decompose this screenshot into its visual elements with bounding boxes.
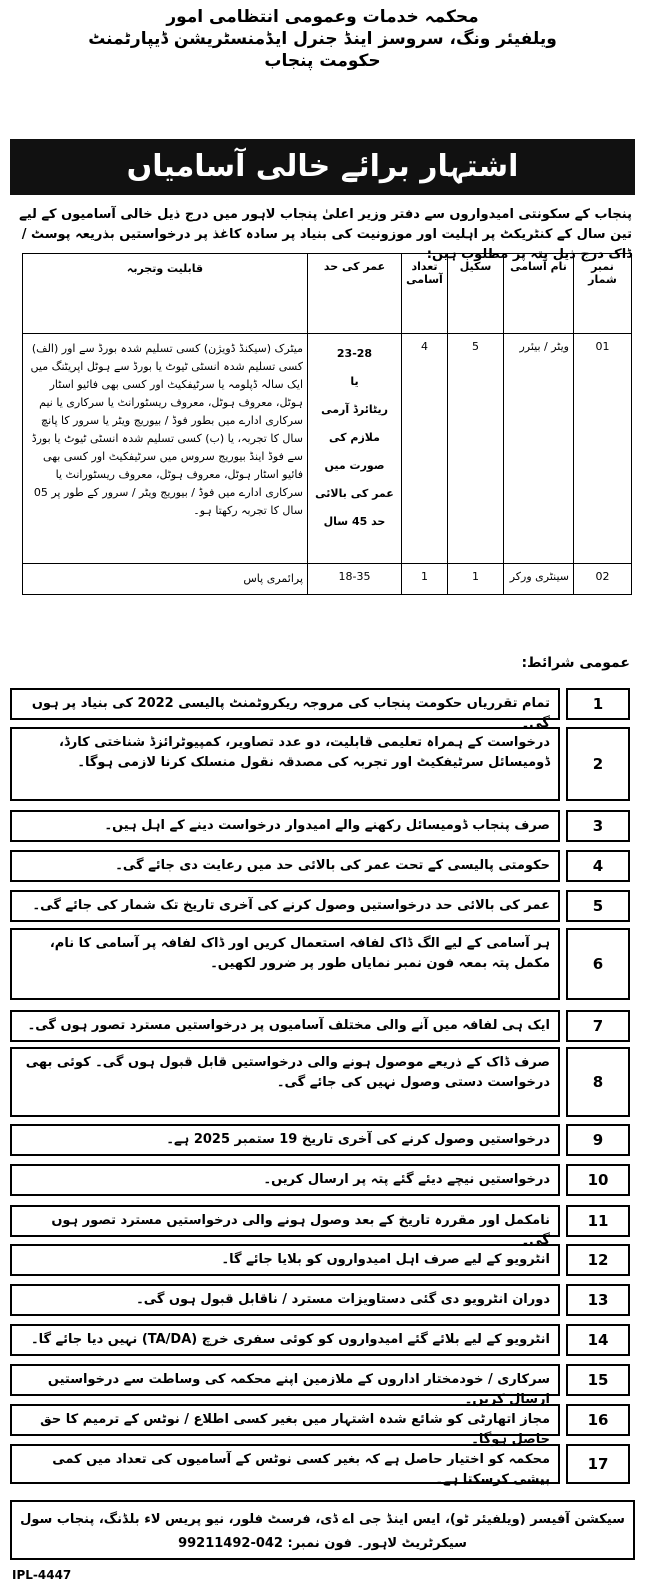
condition-item: [10, 1244, 630, 1276]
age-retired-note: ریٹائرڈ آرمی ملازم کی صورت میں عمر کی بالائی حد 45 سال: [315, 403, 394, 528]
condition-item: [10, 1164, 630, 1196]
condition-item: [10, 1047, 630, 1117]
col-serial: نمبر شمار: [574, 254, 632, 334]
condition-text: درخواستیں نیچے دیئے گئے پتہ پر ارسال کریں۔: [10, 1164, 560, 1196]
table-header-row: [23, 254, 632, 334]
cell-qualification: پرائمری پاس: [23, 564, 308, 595]
condition-item: [10, 810, 630, 842]
condition-text: مجاز اتھارٹی کو شائع شدہ اشتہار میں بغیر کسی اطلاع / نوٹس کے ترمیم کا حق حاصل ہوگا۔: [10, 1404, 560, 1436]
condition-number: 13: [566, 1284, 630, 1316]
condition-text: ایک ہی لفافہ میں آنے والی مختلف آسامیوں پر درخواستیں مسترد تصور ہوں گی۔: [10, 1010, 560, 1042]
condition-number: 16: [566, 1404, 630, 1436]
condition-item: [10, 1010, 630, 1042]
government-name: حکومت پنجاب: [264, 51, 381, 71]
cell-scale: 5: [448, 334, 504, 564]
ipl-code: IPL-4447: [12, 1568, 72, 1582]
contact-address: [10, 1500, 635, 1560]
header: [0, 6, 645, 72]
cell-post-name: سینٹری ورکر: [504, 564, 574, 595]
cell-serial: 02: [574, 564, 632, 595]
address-line-1: سیکشن آفیسر (ویلفیئر ٹو)، ایس اینڈ جی اے ڈی، فرسٹ فلور، نیو پریس لاء بلڈنگ، پنجاب سول: [20, 1512, 625, 1527]
cell-post-name: ویٹر / بیئرر: [504, 334, 574, 564]
condition-text: انٹرویو کے لیے صرف اہل امیدواروں کو بلایا جائے گا۔: [10, 1244, 560, 1276]
cell-qualification: میٹرک (سیکنڈ ڈویژن) کسی تسلیم شدہ بورڈ سے اور (الف) کسی تسلیم شدہ انسٹی ٹیوٹ یا بورڈ سے ہوٹل اپریٹنگ میں ایک سالہ ڈپلومہ یا سرٹیفکیٹ اور کسی بھی فائیو اسٹار ہوٹل، معروف ہوٹل، معروف ریسٹورانٹ یا سرکاری یا نیم سرکاری ادارے میں بطور فوڈ / بیوریج ویٹر یا سرور کا پانچ سال کا تجربہ، یا (ب) کسی تسلیم شدہ انسٹی ٹیوٹ یا بورڈ سے فوڈ اینڈ بیوریج سروس میں سرٹیفکیٹ اور کسی بھی فائیو اسٹار ہوٹل، معروف ہوٹل، معروف ریسٹورانٹ یا سرکاری ادارے میں فوڈ / بیوریج ویٹر / سرور کے طور پر 05 سال کا تجربہ رکھتا ہو۔: [23, 334, 308, 564]
condition-number: 12: [566, 1244, 630, 1276]
condition-number: 8: [566, 1047, 630, 1117]
table-row: [23, 334, 632, 564]
posts-table: [22, 253, 632, 595]
cell-scale: 1: [448, 564, 504, 595]
table-row: [23, 564, 632, 595]
condition-text: دوران انٹرویو دی گئی دستاویزات مسترد / ناقابل قبول ہوں گی۔: [10, 1284, 560, 1316]
condition-number: 17: [566, 1444, 630, 1484]
condition-text: تمام تقرریاں حکومت پنجاب کی مروجہ ریکروٹمنٹ پالیسی 2022 کی بنیاد پر ہوں گی۔: [10, 688, 560, 720]
condition-number: 5: [566, 890, 630, 922]
condition-number: 11: [566, 1205, 630, 1237]
general-conditions-title: عمومی شرائط:: [521, 655, 630, 671]
col-age-limit: عمر کی حد: [308, 254, 402, 334]
cell-age-limit: [308, 334, 402, 564]
condition-text: ہر آسامی کے لیے الگ ڈاک لفافہ استعمال کریں اور ڈاک لفافہ پر آسامی کا نام، مکمل پتہ بمعہ فون نمبر نمایاں طور پر ضرور لکھیں۔: [10, 928, 560, 1000]
condition-number: 3: [566, 810, 630, 842]
condition-item: [10, 688, 630, 731]
condition-number: 4: [566, 850, 630, 882]
age-or: یا: [350, 375, 359, 388]
address-line-2: سیکرٹریٹ لاہور۔ فون نمبر: 042-99211492: [178, 1536, 467, 1551]
condition-number: 6: [566, 928, 630, 1000]
condition-number: 2: [566, 727, 630, 801]
cell-serial: 01: [574, 334, 632, 564]
condition-item: [10, 1205, 630, 1248]
intro-paragraph: پنجاب کے سکونتی امیدواروں سے دفتر وزیر اعلیٰ پنجاب لاہور میں درج ذیل خالی آسامیوں کے لیے تین سال کے کنٹریکٹ پر اہلیت اور موزونیت کی بنیاد پر سادہ کاغذ پر درخواستیں بذریعہ پوسٹ / ڈاک درج ذیل پتہ پر مطلوب ہیں:: [19, 207, 632, 262]
condition-text: صرف پنجاب ڈومیسائل رکھنے والے امیدوار درخواست دینے کے اہل ہیں۔: [10, 810, 560, 842]
condition-number: 9: [566, 1124, 630, 1156]
condition-item: [10, 1444, 630, 1487]
col-post-name: نام آسامی: [504, 254, 574, 334]
condition-item: [10, 850, 630, 882]
condition-item: [10, 928, 630, 1000]
col-scale: سکیل: [448, 254, 504, 334]
condition-number: 14: [566, 1324, 630, 1356]
condition-item: [10, 1284, 630, 1316]
condition-text: حکومتی پالیسی کے تحت عمر کی بالائی حد میں رعایت دی جائے گی۔: [10, 850, 560, 882]
condition-text: نامکمل اور مقررہ تاریخ کے بعد وصول ہونے والی درخواستیں مسترد تصور ہوں گی۔: [10, 1205, 560, 1237]
condition-text: درخواستیں وصول کرنے کی آخری تاریخ 19 ستمبر 2025 ہے۔: [10, 1124, 560, 1156]
condition-number: 7: [566, 1010, 630, 1042]
condition-number: 1: [566, 688, 630, 720]
condition-text: صرف ڈاک کے ذریعے موصول ہونے والی درخواستیں قابل قبول ہوں گی۔ کوئی بھی درخواست دستی وصول نہیں کی جائے گی۔: [10, 1047, 560, 1117]
wing-name: ویلفیئر ونگ، سروسز اینڈ جنرل ایڈمنسٹریشن ڈیپارٹمنٹ: [88, 29, 557, 49]
col-qualification: قابلیت وتجربہ: [23, 254, 308, 334]
cell-age-limit: 18-35: [308, 564, 402, 595]
col-quantity: تعداد آسامی: [402, 254, 448, 334]
condition-item: [10, 1324, 630, 1356]
condition-item: [10, 1124, 630, 1156]
condition-text: عمر کی بالائی حد درخواستیں وصول کرنے کی آخری تاریخ تک شمار کی جائے گی۔: [10, 890, 560, 922]
condition-text: سرکاری / خودمختار اداروں کے ملازمین اپنے محکمہ کی وساطت سے درخواستیں ارسال کریں۔: [10, 1364, 560, 1396]
condition-number: 15: [566, 1364, 630, 1396]
condition-item: [10, 1404, 630, 1447]
condition-text: محکمہ کو اختیار حاصل ہے کہ بغیر کسی نوٹس کے آسامیوں کی تعداد میں کمی بیشی کرسکتا ہے۔: [10, 1444, 560, 1484]
cell-quantity: 4: [402, 334, 448, 564]
page-title: اشتہار برائے خالی آسامیاں: [10, 139, 635, 195]
age-range: 23-28: [336, 347, 373, 360]
condition-item: [10, 1364, 630, 1407]
department-name: محکمہ خدمات وعمومی انتظامی امور: [166, 7, 479, 27]
condition-text: انٹرویو کے لیے بلائے گئے امیدواروں کو کوئی سفری خرچ (TA/DA) نہیں دیا جائے گا۔: [10, 1324, 560, 1356]
condition-item: [10, 890, 630, 922]
condition-number: 10: [566, 1164, 630, 1196]
cell-quantity: 1: [402, 564, 448, 595]
condition-text: درخواست کے ہمراہ تعلیمی قابلیت، دو عدد تصاویر، کمپیوٹرائزڈ شناختی کارڈ، ڈومیسائل سرٹیفکیٹ اور تجربہ کی مصدقہ نقول منسلک کرنا لازمی ہوگا۔: [10, 727, 560, 801]
condition-item: [10, 727, 630, 801]
